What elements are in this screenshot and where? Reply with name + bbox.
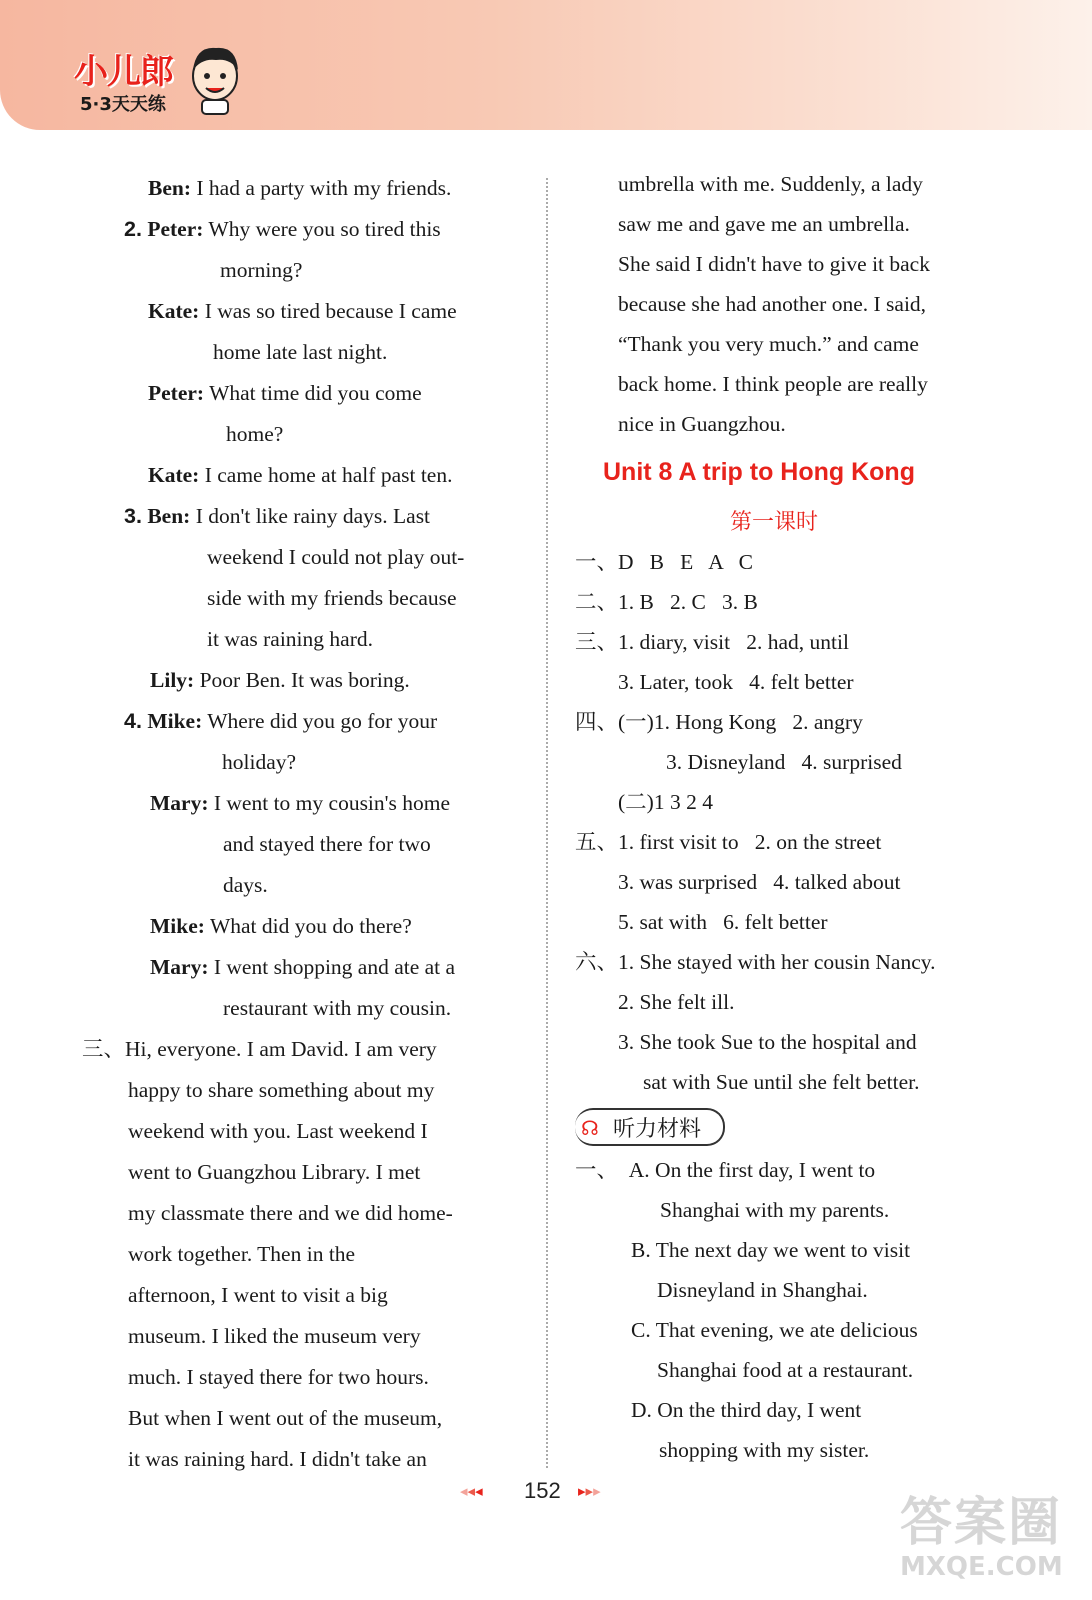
dialogue-line: 4. Mike: Where did you go for your [124,709,438,733]
column-divider [546,178,548,1468]
listening-line: shopping with my sister. [659,1438,870,1462]
answer-line: 3. was surprised 4. talked about [618,870,901,894]
page-number: 152 [524,1478,561,1503]
dialogue-line: holiday? [222,750,297,774]
listening-line: Shanghai food at a restaurant. [657,1358,914,1382]
watermark [900,1480,1070,1590]
answer-line: 3. Later, took 4. felt better [618,670,854,694]
passage-line: it was raining hard. I didn't take an [128,1447,427,1471]
answer-line: 5. sat with 6. felt better [618,910,828,934]
listening-material-tag [575,1108,725,1146]
passage-line: umbrella with me. Suddenly, a lady [618,172,923,196]
dialogue-line: days. [223,873,268,897]
page-footer [460,1478,630,1508]
passage-line: nice in Guangzhou. [618,412,786,436]
dialogue-line: morning? [220,258,303,282]
answer-line: 2. She felt ill. [618,990,735,1014]
dialogue-line: 3. Ben: I don't like rainy days. Last [124,504,431,528]
answer-line: 3. She took Sue to the hospital and [618,1030,917,1054]
lesson-subtitle: 第一课时 [730,510,819,535]
listening-line: 一、 A. On the first day, I went to [575,1158,876,1182]
passage-line: afternoon, I went to visit a big [128,1283,388,1307]
listening-line: B. The next day we went to visit [631,1238,911,1262]
passage-line: 三、Hi, everyone. I am David. I am very [82,1037,437,1061]
passage-line: weekend with you. Last weekend I [128,1119,428,1143]
page-arrows-right-icon: ▸▸▸ [578,1483,601,1500]
dialogue-line: side with my friends because [207,586,457,610]
passage-line: much. I stayed there for two hours. [128,1365,429,1389]
dialogue-line: 2. Peter: Why were you so tired this [124,217,441,241]
listening-line: C. That evening, we ate delicious [631,1318,918,1342]
listening-line: Shanghai with my parents. [660,1198,890,1222]
answer-line: 六、1. She stayed with her cousin Nancy. [575,950,936,974]
passage-line: museum. I liked the museum very [128,1324,421,1348]
dialogue-line: weekend I could not play out- [207,545,465,569]
logo-title: 小儿郎 [74,52,173,92]
passage-line: back home. I think people are really [618,372,928,396]
dialogue-line: home? [226,422,284,446]
dialogue-line: restaurant with my cousin. [223,996,452,1020]
dialogue-line: and stayed there for two [223,832,431,856]
passage-line: saw me and gave me an umbrella. [618,212,910,236]
dialogue-line: Kate: I came home at half past ten. [148,463,453,487]
passage-line: happy to share something about my [128,1078,435,1102]
listening-line: D. On the third day, I went [631,1398,862,1422]
answer-line: 四、(一)1. Hong Kong 2. angry [575,710,863,734]
answer-line: 三、1. diary, visit 2. had, until [575,630,849,654]
dialogue-line: Kate: I was so tired because I came [148,299,457,323]
dialogue-line: Peter: What time did you come [148,381,422,405]
watermark-domain: MXQE.COM [900,1552,1063,1582]
unit-title: Unit 8 A trip to Hong Kong [603,458,915,486]
answer-line: (二)1 3 2 4 [618,790,713,814]
headphones-icon: ☊ [581,1116,599,1140]
listening-label: 听力材料 [613,1117,702,1142]
passage-line: “Thank you very much.” and came [618,332,919,356]
answer-line: 五、1. first visit to 2. on the street [575,830,882,854]
dialogue-line: Ben: I had a party with my friends. [148,176,452,200]
answer-line: 3. Disneyland 4. surprised [666,750,902,774]
mascot-icon [186,40,244,116]
logo-subtitle: 5·3天天练 [80,94,166,115]
answer-line: sat with Sue until she felt better. [643,1070,920,1094]
listening-line: Disneyland in Shanghai. [657,1278,868,1302]
passage-line: But when I went out of the museum, [128,1406,443,1430]
dialogue-line: Mary: I went shopping and ate at a [150,955,456,979]
dialogue-line: Mike: What did you do there? [150,914,412,938]
dialogue-line: Mary: I went to my cousin's home [150,791,451,815]
passage-line: my classmate there and we did home- [128,1201,453,1225]
passage-line: because she had another one. I said, [618,292,927,316]
page-arrows-left-icon: ◂◂◂ [460,1483,483,1500]
answer-line: 二、1. B 2. C 3. B [575,590,758,614]
answer-line: 一、D B E A C [575,550,754,574]
passage-line: She said I didn't have to give it back [618,252,930,276]
dialogue-line: Lily: Poor Ben. It was boring. [150,668,410,692]
dialogue-line: home late last night. [213,340,388,364]
dialogue-line: it was raining hard. [207,627,373,651]
watermark-logo: 答案圈 [900,1493,1063,1553]
passage-line: went to Guangzhou Library. I met [128,1160,421,1184]
passage-line: work together. Then in the [128,1242,356,1266]
